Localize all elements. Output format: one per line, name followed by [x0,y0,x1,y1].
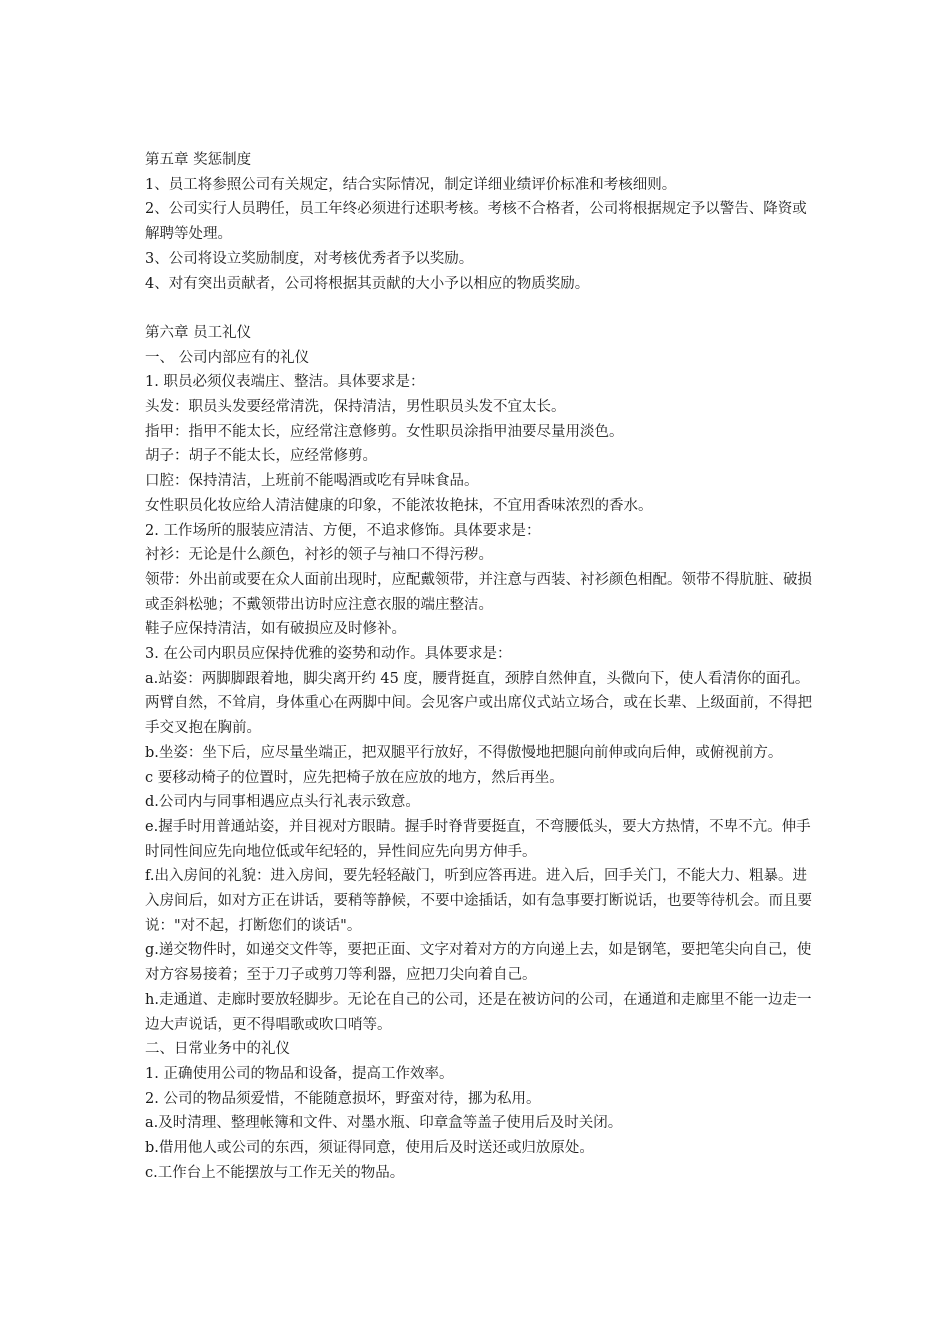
section2-line: a.及时清理、整理帐簿和文件、对墨水瓶、印章盒等盖子使用后及时关闭。 [145,1115,623,1132]
section1-line: 2. 工作场所的服装应清洁、方便，不追求修饰。具体要求是： [145,522,541,539]
section1-heading: 一、 公司内部应有的礼仪 [145,349,310,366]
chapter5-item-2: 2、公司实行人员聘任，员工年终必须进行述职考核。考核不合格者，公司将根据规定予以警告、降资或解聘等处理。 [145,201,807,243]
chapter5-item-1: 1、员工将参照公司有关规定，结合实际情况，制定详细业绩评价标准和考核细则。 [145,176,677,193]
section1-line: g.递交物件时，如递交文件等，要把正面、文字对着对方的方向递上去，如是钢笔，要把笔尖向自己，使对方容易接着；至于刀子或剪刀等利器，应把刀尖向着自己。 [145,942,812,984]
section1-line: 1. 职员必须仪表端庄、整洁。具体要求是： [145,374,425,391]
section1-line: f.出入房间的礼貌：进入房间，要先轻轻敲门，听到应答再进。进入后，回手关门，不能大力、粗暴。进入房间后，如对方正在讲话，要稍等静候，不要中途插话，如有急事要打断说话，也要等待机会。而且要说："对不起，打断您们的谈话"。 [145,868,812,934]
section2-heading: 二、日常业务中的礼仪 [145,1041,290,1058]
section1-line: 衬衫：无论是什么颜色，衬衫的领子与袖口不得污秽。 [145,547,493,564]
chapter6-title: 第六章 员工礼仪 [145,324,252,341]
section1-line: 女性职员化妆应给人清洁健康的印象，不能浓妆艳抹，不宜用香味浓烈的香水。 [145,497,653,514]
chapter-spacer [145,296,813,321]
section2-line: c.工作台上不能摆放与工作无关的物品。 [145,1164,405,1181]
section1-line: 鞋子应保持清洁，如有破损应及时修补。 [145,621,406,638]
chapter5-title: 第五章 奖惩制度 [145,152,252,168]
section2-line: b.借用他人或公司的东西，须证得同意，使用后及时送还或归放原处。 [145,1140,594,1157]
section1-line: 口腔：保持清洁，上班前不能喝酒或吃有异味食品。 [145,473,479,490]
section1-line: c 要移动椅子的位置时，应先把椅子放在应放的地方，然后再坐。 [145,769,564,786]
section1-line: 指甲：指甲不能太长，应经常注意修剪。女性职员涂指甲油要尽量用淡色。 [145,423,624,440]
section2-line: 1. 正确使用公司的物品和设备，提高工作效率。 [145,1066,454,1082]
section1-line: a.站姿：两脚脚跟着地，脚尖离开约 45 度，腰背挺直，颈脖自然伸直，头微向下，使人看清你的面孔。两臂自然，不耸肩，身体重心在两脚中间。会见客户或出席仪式站立场合，或在长辈、上级面前，不得把手交叉抱在胸前。 [145,670,812,737]
section1-line: b.坐姿：坐下后，应尽量坐端正，把双腿平行放好，不得傲慢地把腿向前伸或向后伸，或俯视前方。 [145,744,783,761]
section1-line: e.握手时用普通站姿，并目视对方眼睛。握手时脊背要挺直，不弯腰低头，要大方热情，不卑不亢。伸手时同性间应先向地位低或年纪轻的，异性间应先向男方伸手。 [145,818,811,860]
section1-line: 头发：职员头发要经常清洗，保持清洁，男性职员头发不宜太长。 [145,399,566,416]
section1-line: h.走通道、走廊时要放轻脚步。无论在自己的公司，还是在被访问的公司，在通道和走廊里不能一边走一边大声说话，更不得唱歌或吹口哨等。 [145,991,812,1033]
document-page [145,148,813,1186]
section1-line: d.公司内与同事相遇应点头行礼表示致意。 [145,794,420,811]
section2-line: 2. 公司的物品须爱惜，不能随意损坏，野蛮对待，挪为私用。 [145,1090,541,1107]
section1-line: 领带：外出前或要在众人面前出现时，应配戴领带，并注意与西装、衬衫颜色相配。领带不得肮脏、破损或歪斜松驰；不戴领带出访时应注意衣服的端庄整洁。 [145,571,812,613]
chapter5-item-4: 4、对有突出贡献者，公司将根据其贡献的大小予以相应的物质奖励。 [145,275,590,292]
chapter5-item-3: 3、公司将设立奖励制度，对考核优秀者予以奖励。 [145,250,474,267]
section1-line: 胡子：胡子不能太长，应经常修剪。 [145,448,377,465]
section1-line: 3. 在公司内职员应保持优雅的姿势和动作。具体要求是： [145,646,512,663]
